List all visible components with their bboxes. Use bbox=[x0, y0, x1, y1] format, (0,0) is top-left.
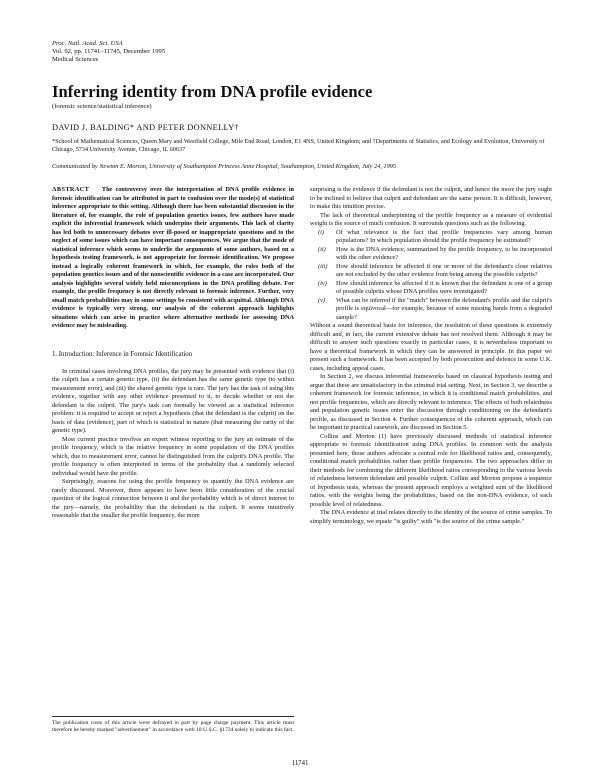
paper-title: Inferring identity from DNA profile evidence bbox=[52, 82, 373, 101]
author-affiliations: *School of Mathematical Sciences, Queen Mary and Westfield College, Mile End Road, London, E1 4NS, United Kingdom; and †Departments of Statistics, and Ecology and Evolution, University of Chicago, 5734 University Avenue, Chicago, IL 60637 bbox=[52, 138, 545, 153]
page-number: 11741 bbox=[291, 760, 309, 767]
journal-name: Proc. Natl. Acad. Sci. USA bbox=[52, 40, 123, 47]
body-paragraph: The DNA evidence at trial relates directly to the identity of the source of crime samples. To simplify terminology, we equate "is guilty" with "is the source of the crime sample." bbox=[310, 509, 552, 525]
list-item: (iv) How should inference be affected if it is known that the defendant is one of a group of possible culprits whose DNA profiles were investigated? bbox=[318, 279, 552, 295]
paper-subtitle: (forensic science/statistical inference) bbox=[52, 103, 152, 110]
question-list bbox=[310, 229, 552, 323]
section-heading: 1. Introduction: Inference in Forensic Identification bbox=[52, 350, 193, 358]
list-item: (v) What can be inferred if the "match" between the defendant's profile and the culprit's profile is equivocal—for example, because of some missing bands from a degraded sample? bbox=[318, 296, 552, 321]
abstract bbox=[52, 186, 294, 331]
footnote: The publication costs of this article were defrayed in part by page charge payment. This article must therefore be hereby marked "advertisement" in accordance with 18 U.S.C. §1734 solely to indicate this fact. bbox=[52, 716, 294, 734]
body-paragraph: surprising is the evidence if the defendant is not the culprit, and hence the more the jury ought to be inclined to believe that culprit and defendant are the same person. It is difficult, however, to make this intuition precise. bbox=[310, 186, 552, 210]
body-paragraph: Most current practice involves an expert witness reporting to the jury an estimate of the profile frequency, which is the relative frequency in some population of the DNA profiles which, due to measurement error, cannot be distinguished from the culprit's DNA profile. The profile frequency is often interpreted in terms of the probability that a randomly selected individual would have the profile. bbox=[52, 435, 294, 477]
body-paragraph: The lack of theoretical underpinning of the profile frequency as a measure of evidential weight is the source of much confusion. It surrounds questions such as the following. bbox=[310, 211, 552, 227]
journal-section: Medical Sciences bbox=[52, 56, 99, 63]
abstract-text: The controversy over the interpretation of DNA profile evidence in forensic identification can be attributed in part to confusion over the mode(s) of statistical inference appropriate to this setting. Although there has been substantial discussion in the literature of, for example, the role of population genetics issues, few authors have made explicit the inferential framework which underpins their arguments. This lack of clarity has led both to unnecessary debates over ill-posed or inappropriate questions and to the neglect of some issues which can have important consequences. We argue that the mode of statistical inference which seems to underlie the arguments of some authors, based on a hypothesis testing framework, is not appropriate for forensic identification. We propose instead a logically coherent framework in which, for example, the roles both of the population genetics issues and of the nonscientific evidence in a case are incorporated. Our analysis highlights several widely held misconceptions in the DNA profiling debate. For example, the profile frequency is not directly relevant to forensic inference. Further, very small match probabilities may in some settings be consistent with acquittal. Although DNA evidence is typically very strong, our analysis of the coherent approach highlights situations which can arise in practice where alternative methods for assessing DNA evidence may be misleading. bbox=[52, 186, 295, 329]
list-item: (ii) How is the DNA evidence, summarized by the profile frequency, to be incorporated with the other evidence? bbox=[318, 245, 552, 261]
right-column bbox=[310, 186, 552, 526]
list-item: (i) Of what relevance is the fact that profile frequencies vary among human populations? In which population should the profile frequency be estimated? bbox=[318, 228, 552, 244]
body-paragraph: Without a sound theoretical basis for inference, the resolution of these questions is extremely difficult and, in fact, the current extensive debate has not resolved them. Although it may be difficult to answer such questions exactly in particular cases, it is nevertheless important to have a theoretical framework in which they can be answered in principle. In this paper we present such a framework. It has been accepted by both prosecution and defence in some U.K. cases, including appeal cases. bbox=[310, 322, 552, 372]
communicated-by: Communicated by Newton E. Morton, University of Southampton Princess Anne Hospital, Southampton, United Kingdom, July 24, 1995 bbox=[52, 163, 397, 170]
body-paragraph: Collins and Morton (1) have previously discussed methods of statistical inference appropriate to forensic identification using DNA profiles. In common with the analysis presented here, those authors advocate a central role for likelihood ratios and, consequently, conditional match probabilities rather than profile frequencies. The two approaches differ in their methods for combining the different likelihood ratios corresponding to the various levels of relatedness between defendant and possible culprit. Collins and Morton propose a sequence of hypothesis tests, whereas the present approach employs a weighted sum of the likelihood ratios, with the weights being the probabilities, based on the non-DNA evidence, of each possible level of relatedness. bbox=[310, 432, 552, 508]
author-list: DAVID J. BALDING* AND PETER DONNELLY† bbox=[52, 123, 239, 132]
list-item: (iii) How should inference be affected if one or more of the defendant's close relatives are not excluded by the other evidence from being among the possible culprits? bbox=[318, 262, 552, 278]
body-paragraph: Surprisingly, reasons for using the profile frequency to quantify the DNA evidence are rarely discussed. Moreover, there appears to have been little consideration of the crucial question of the logical connection between it and the probability which is of direct interest to the jury—namely, the probability that the defendant is the culprit. It seems intuitively reasonable that the smaller the profile frequency, the more bbox=[52, 478, 294, 519]
journal-volume: Vol. 92, pp. 11741–11745, December 1995 bbox=[52, 48, 166, 55]
body-paragraph: In Section 2, we discuss inferential frameworks based on classical hypothesis testing and argue that these are unsatisfactory in the criminal trial setting. Next, in Section 3, we describe a coherent framework for forensic inference, in which it is conditional match probabilities, and not profile frequencies, which are directly relevant to inference. The effects of both relatedness and population genetic issues enter the discussion through conditioning on the defendant's profile, as discussed in Section 4. Further consequences of the coherent approach, which can be important in practical casework, are discussed in Section 5. bbox=[310, 373, 552, 431]
abstract-label: ABSTRACT bbox=[52, 186, 90, 193]
journal-header bbox=[52, 40, 165, 64]
left-column bbox=[52, 186, 294, 521]
body-paragraph: In criminal cases involving DNA profiles, the jury may be presented with evidence that (i) the culprit has a certain genetic type, (ii) the defendant has the same genetic type (to within measurement error), and (iii) the shared genetic type is rare. The jury has the task of using this evidence, together with any other evidence presented to it, to decide whether or not the defendant is the culprit. The jury's task can formally be viewed as a statistical inference problem: it is required to accept or reject a hypothesis (that the defendant is the culprit) on the basis of data (evidence), part of which is statistical in nature (that measuring the rarity of the genetic type). bbox=[52, 367, 294, 434]
